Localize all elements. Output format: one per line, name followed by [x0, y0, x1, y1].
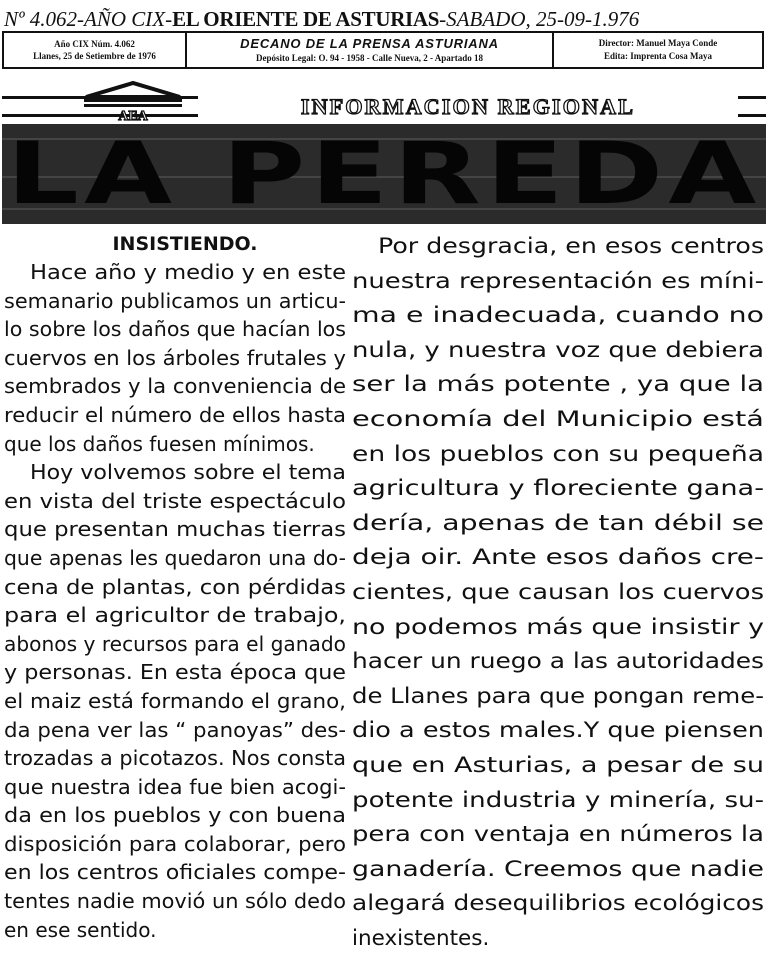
section-logo-icon: [76, 80, 190, 122]
article-line: inexistentes.: [352, 925, 490, 951]
article-line: nula, y nuestra voz que debiera: [352, 337, 764, 363]
place-headline: LA PEREDA: [6, 124, 762, 224]
article-line: ser la más potente , ya que la: [352, 372, 764, 398]
article-line: en ese sentido.: [4, 917, 157, 942]
article-line: cientes, que causan los cuervos: [352, 579, 764, 605]
article: [0, 230, 768, 961]
article-column-left: [4, 230, 346, 944]
section-label: INFORMACION REGIONAL: [198, 94, 738, 120]
article-line: que nuestra idea fue bien acogi-: [4, 774, 346, 799]
article-line: da pena ver las “ panoyas” des-: [4, 717, 346, 742]
article-line: no podemos más que insistir y: [352, 614, 764, 640]
article-line: dería, apenas de tan débil se: [352, 510, 764, 536]
masthead-line: [4, 6, 764, 32]
article-line: el maiz está formando el grano,: [4, 688, 346, 713]
publisher-name: Edita: Imprenta Cosa Maya: [603, 51, 713, 61]
article-line: ganadería. Creemos que nadie: [352, 856, 764, 882]
article-line: y personas. En esta época que: [4, 660, 346, 685]
article-line: da en los pueblos y con buena: [4, 803, 346, 828]
article-line: Hace año y medio y en este: [30, 260, 346, 284]
article-line: de Llanes para que pongan reme-: [352, 683, 764, 709]
issue-number: Nº 4.062-AÑO CIX-: [4, 7, 173, 31]
article-heading: INSISTIENDO.: [112, 233, 258, 255]
article-line: en los centros oficiales compe-: [4, 860, 346, 885]
article-line: para el agricultor de trabajo,: [4, 603, 346, 628]
article-line: abonos y recursos para el ganado: [4, 631, 346, 656]
article-line: cena de plantas, con pérdidas: [4, 574, 346, 599]
article-line: cuervos en los árboles frutales y: [4, 345, 346, 370]
article-line: semanario publicamos un articu-: [4, 288, 346, 313]
article-line: que apenas les quedaron una do-: [4, 545, 346, 570]
article-line: que presentan muchas tierras: [4, 517, 346, 542]
article-column-right: [352, 230, 764, 956]
article-line: lo sobre los daños que hacían los: [4, 317, 346, 342]
issue-info-box: [4, 33, 187, 67]
article-line: ma e inadecuada, cuando no: [352, 303, 764, 329]
staff-info-box: [554, 33, 762, 67]
article-line: Por desgracia, en esos centros: [378, 234, 764, 259]
publication-info-box: [187, 33, 554, 67]
section-banner: [2, 80, 766, 228]
issue-place-date: Llanes, 25 de Setiembre de 1976: [33, 51, 156, 61]
article-line: hacer un ruego a las autoridades: [352, 649, 764, 675]
publication-address: Depósito Legal: O. 94 - 1958 - Calle Nueva, 2 - Apartado 18: [256, 53, 483, 63]
article-line: nuestra representación es míni-: [352, 268, 764, 294]
article-line: reducir el número de ellos hasta: [4, 402, 346, 427]
article-line: pera con ventaja en números la: [352, 822, 764, 848]
article-line: agricultura y floreciente gana-: [352, 476, 764, 502]
article-line: sembrados y la conveniencia de: [4, 374, 346, 399]
issue-volume: Año CIX Núm. 4.062: [54, 39, 135, 49]
article-line: en vista del triste espectáculo: [4, 488, 346, 513]
article-line: en los pueblos con su pequeña: [352, 441, 764, 467]
newspaper-name: EL ORIENTE DE ASTURIAS: [172, 7, 440, 31]
article-line: que los daños fuesen mínimos.: [4, 431, 315, 456]
logo-text: AEA: [118, 109, 148, 122]
article-line: alegará desequilibrios ecológicos: [352, 891, 764, 917]
article-line: disposición para colaborar, pero: [4, 831, 346, 856]
director-name: Director: Manuel Maya Conde: [598, 38, 718, 48]
article-line: potente industria y minería, su-: [352, 787, 764, 813]
article-line: Hoy volvemos sobre el tema: [30, 460, 346, 485]
article-line: deja oir. Ante esos daños cre-: [352, 545, 764, 571]
masthead-info-bar: [2, 31, 764, 69]
article-line: tentes nadie movió un sólo dedo: [4, 889, 346, 914]
article-line: dio a estos males.Y que piensen: [352, 718, 764, 744]
publication-motto: DECANO DE LA PRENSA ASTURIANA: [240, 36, 499, 51]
article-line: que en Asturias, a pesar de su: [352, 752, 764, 778]
article-line: economía del Municipio está: [352, 406, 764, 432]
article-line: trozadas a picotazos. Nos consta: [4, 746, 346, 771]
issue-date: -SABADO, 25-09-1.976: [439, 7, 640, 31]
